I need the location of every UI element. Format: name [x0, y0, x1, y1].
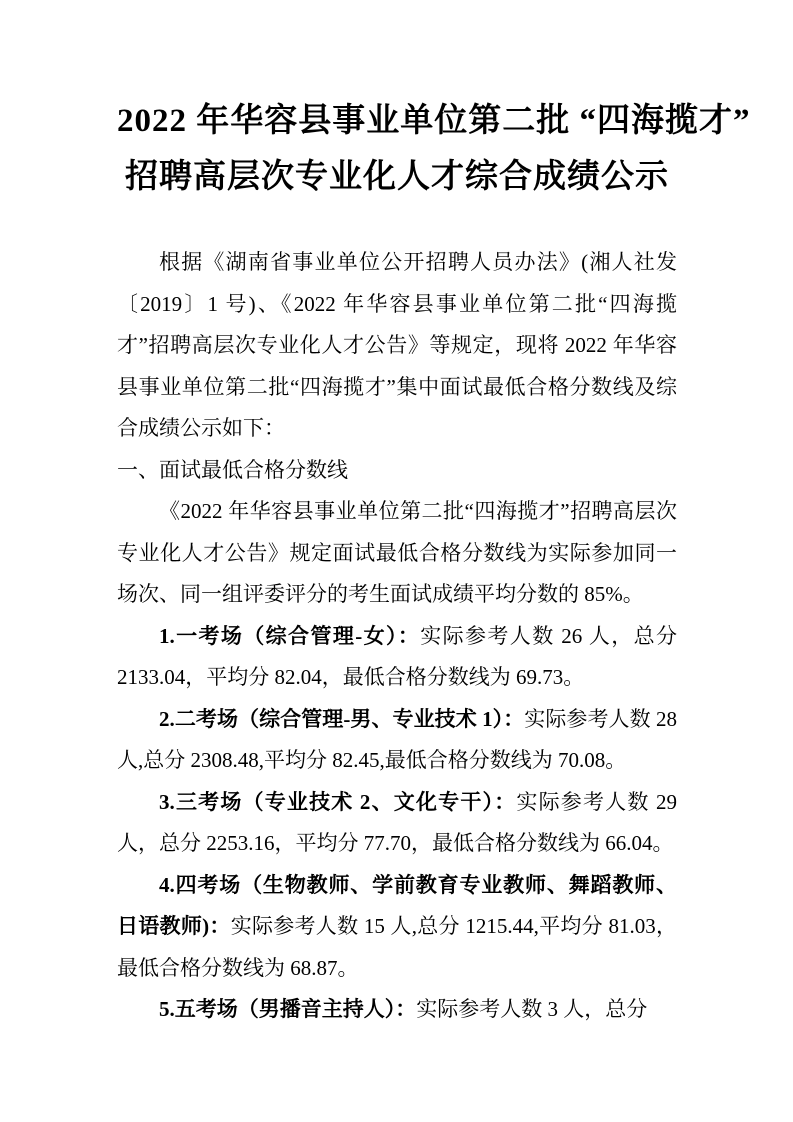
document-body [117, 242, 677, 1031]
title-line-1: 2022 年华容县事业单位第二批 “四海揽才” [117, 103, 751, 139]
document-content [117, 93, 751, 1031]
title-line-2: 招聘高层次专业化人才综合成绩公示 [125, 159, 669, 195]
document-title [117, 93, 751, 205]
venue-4-head: 4.四考场（生物教师、学前教育专业教师、舞蹈教师、日语教师)： [117, 872, 677, 938]
venue-paragraph-2 [117, 699, 677, 782]
venue-paragraph-1 [117, 616, 677, 699]
intro-paragraph: 根据《湖南省事业单位公开招聘人员办法》(湘人社发〔2019〕1 号)、《2022 年华容县事业单位第二批“四海揽才”招聘高层次专业化人才公告》等规定，现将 2022 年华容县事业单位第二批“四海揽才”集中面试最低合格分数线及综合成绩公示如下： [117, 250, 677, 440]
venue-4-body: 实际参考人数 15 人,总分 1215.44,平均分 81.03，最低合格分数线为 68.87。 [117, 914, 678, 980]
venue-paragraph-5 [117, 989, 677, 1031]
venue-paragraph-3 [117, 782, 677, 865]
venue-3-head: 3.三考场（专业技术 2、文化专干）： [159, 789, 517, 814]
venue-3-body: 实际参考人数 29 人，总分 2253.16，平均分 77.70，最低合格分数线为 66.04。 [117, 789, 678, 855]
venue-2-body: 实际参考人数 28 人,总分 2308.48,平均分 82.45,最低合格分数线为 70.08。 [117, 706, 678, 772]
venue-5-body: 实际参考人数 3 人，总分 [416, 997, 648, 1021]
venue-paragraph-4 [117, 865, 677, 990]
venue-1-body: 实际参考人数 26 人，总分 2133.04，平均分 82.04，最低合格分数线为 69.73。 [117, 623, 678, 689]
section-1-intro-paragraph: 《2022 年华容县事业单位第二批“四海揽才”招聘高层次专业化人才公告》规定面试最低合格分数线为实际参加同一场次、同一组评委评分的考生面试成绩平均分数的 85%。 [117, 499, 677, 606]
venue-5-head: 5.五考场（男播音主持人）： [159, 997, 417, 1021]
venue-2-head: 2.二考场（综合管理-男、专业技术 1）： [159, 706, 525, 731]
venue-1-head: 1.一考场（综合管理-女）： [159, 623, 421, 648]
section-1-heading: 一、面试最低合格分数线 [117, 457, 348, 482]
